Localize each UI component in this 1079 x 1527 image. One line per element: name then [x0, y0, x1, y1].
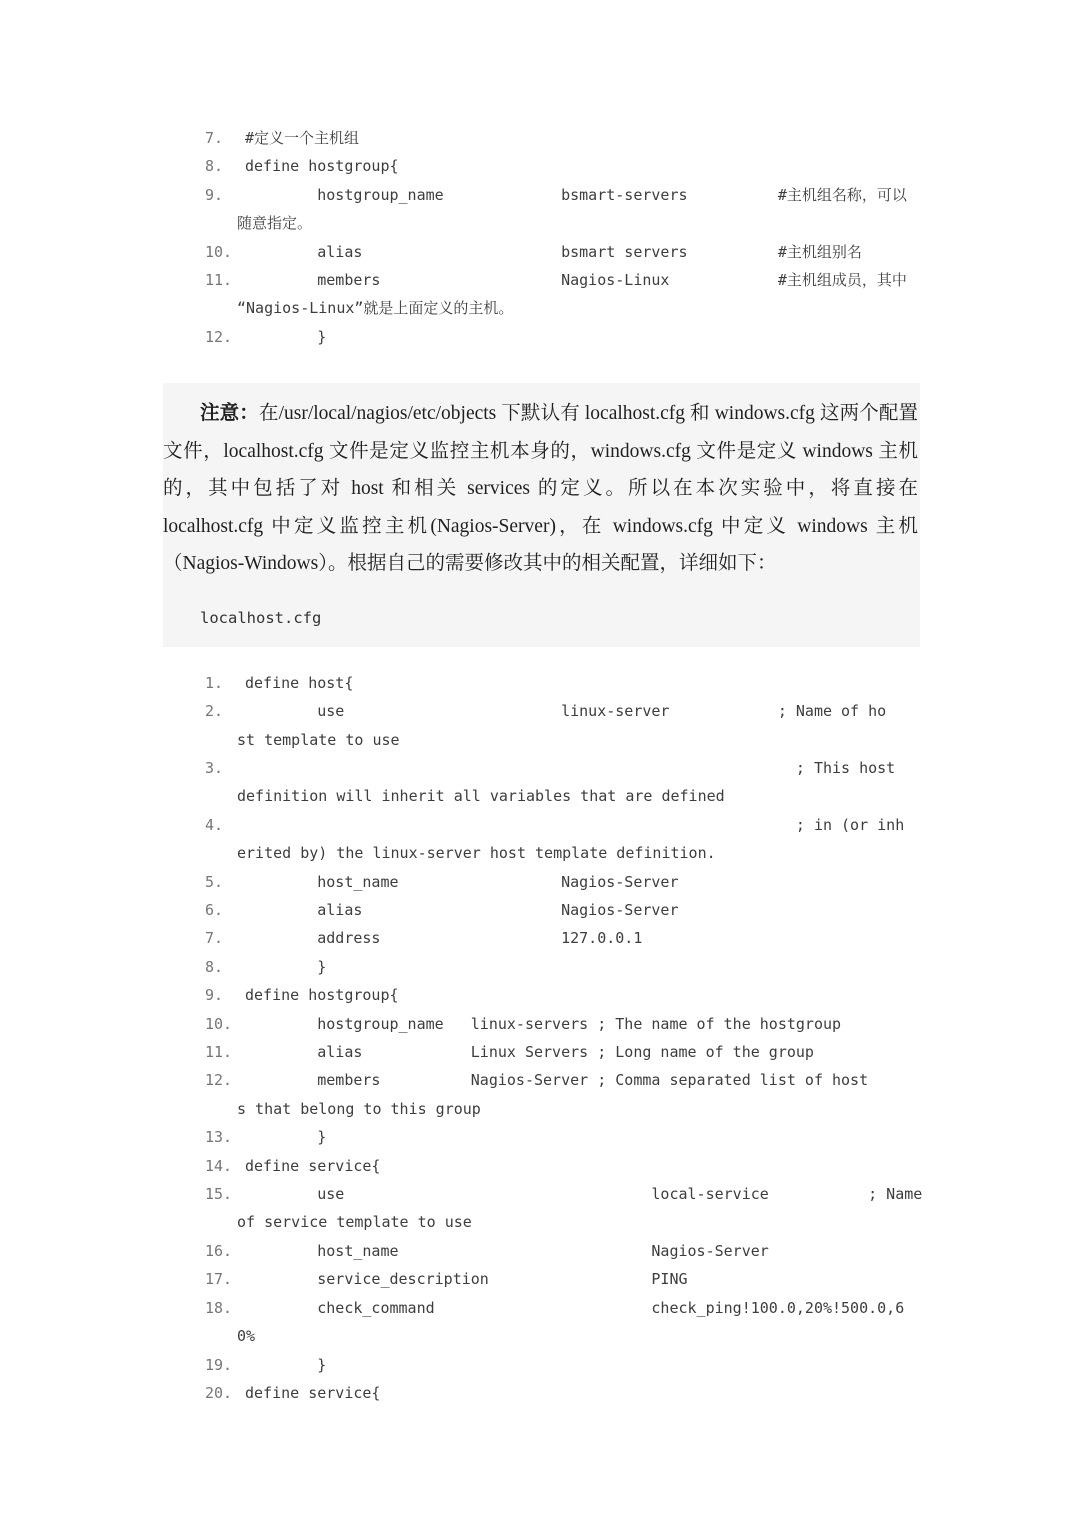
line-text: }: [245, 1355, 327, 1374]
line-text: “Nagios-Linux”就是上面定义的主机。: [237, 299, 514, 318]
line-text: define hostgroup{: [245, 157, 399, 176]
line-number: 7.: [205, 129, 224, 147]
line-number: 5.: [205, 872, 224, 891]
line-text: ; This host: [245, 758, 896, 777]
code-line: [205, 697, 1079, 725]
line-text: alias Linux Servers ; Long name of the group: [245, 1043, 814, 1062]
line-text: #定义一个主机组: [245, 129, 360, 147]
line-text: ; in (or inh: [245, 815, 905, 834]
line-number: 13.: [205, 1128, 233, 1147]
line-text: define service{: [245, 1156, 381, 1175]
line-text: define host{: [245, 673, 354, 692]
code-line: [205, 124, 1079, 152]
code-line: [205, 1010, 1079, 1038]
code-block-localhost-cfg: [205, 669, 1079, 1408]
line-number: 1.: [205, 673, 224, 692]
code-line: [205, 323, 1079, 351]
line-number: 8.: [205, 957, 224, 976]
line-number: 18.: [205, 1298, 233, 1317]
line-text: define service{: [245, 1383, 381, 1402]
line-number: 3.: [205, 758, 224, 777]
code-line: [205, 152, 1079, 180]
line-number: 17.: [205, 1270, 233, 1289]
line-text: of service template to use: [237, 1213, 472, 1232]
line-text: hostgroup_name linux-servers ; The name of the hostgroup: [245, 1014, 842, 1033]
line-number: 10.: [205, 242, 233, 261]
code-line: [205, 1038, 1079, 1066]
line-number: 11.: [205, 271, 233, 290]
line-text: hostgroup_name bsmart-servers #主机组名称，可以: [245, 185, 907, 204]
line-text: use linux-server ; Name of ho: [245, 702, 887, 721]
line-text: use local-service ; Name: [245, 1185, 923, 1204]
line-text: s that belong to this group: [237, 1099, 481, 1118]
line-number: 10.: [205, 1014, 233, 1033]
code-line: [205, 981, 1079, 1009]
line-text: host_name Nagios-Server: [245, 872, 679, 891]
line-text: }: [245, 1128, 327, 1147]
line-number: 9.: [205, 986, 224, 1005]
code-line: [205, 669, 1079, 697]
line-number: 16.: [205, 1241, 233, 1260]
code-line: [205, 1237, 1079, 1265]
code-line: [205, 1066, 1079, 1094]
code-line: [205, 1379, 1079, 1407]
line-number: 14.: [205, 1156, 233, 1175]
code-line: [205, 1123, 1079, 1151]
code-line: [205, 1095, 1079, 1123]
note-text: 在/usr/local/nagios/etc/objects 下默认有 localhost.cfg 和 windows.cfg 这两个配置文件，localhost.cfg 文件是定义监控主机本身的，windows.cfg 文件是定义 windows 主机的，其中包括了对 host 和相关 services 的定义。所以在本次实验中，将直接在 localhost.cfg 中定义监控主机(Nagios-Server)，在 windows.cfg 中定义 windows 主机（Nagios-Windows）。根据自己的需要修改其中的相关配置，详细如下：: [163, 403, 918, 575]
code-line: [205, 782, 1079, 810]
line-number: 19.: [205, 1355, 233, 1374]
line-text: members Nagios-Server ; Comma separated list of host: [245, 1071, 869, 1090]
line-text: host_name Nagios-Server: [245, 1241, 769, 1260]
code-line: [205, 1322, 1079, 1350]
line-number: 15.: [205, 1185, 233, 1204]
code-line: [205, 953, 1079, 981]
line-number: 12.: [205, 327, 233, 346]
line-text: definition will inherit all variables that are defined: [237, 787, 725, 806]
code-line: [205, 1180, 1079, 1208]
line-text: define hostgroup{: [245, 986, 399, 1005]
code-line: [205, 1265, 1079, 1293]
code-line: [205, 1152, 1079, 1180]
line-text: members Nagios-Linux #主机组成员，其中: [245, 271, 907, 290]
config-filename: localhost.cfg: [200, 608, 322, 627]
code-line: [205, 868, 1079, 896]
line-number: 8.: [205, 157, 224, 176]
code-block-hostgroup: [205, 0, 1079, 351]
line-text: check_command check_ping!100.0,20%!500.0,6: [245, 1298, 905, 1317]
line-text: }: [245, 957, 327, 976]
line-text: alias Nagios-Server: [245, 901, 679, 919]
line-text: service_description PING: [245, 1270, 688, 1289]
code-line: [205, 811, 1079, 839]
code-line: [205, 1208, 1079, 1236]
note-paragraph: [163, 395, 918, 583]
code-line: [205, 1351, 1079, 1379]
line-text: }: [245, 327, 327, 346]
note-label: 注意：: [200, 403, 259, 425]
code-line: [205, 754, 1079, 782]
line-number: 9.: [205, 185, 224, 204]
code-line: [205, 726, 1079, 754]
line-text: st template to use: [237, 730, 400, 749]
line-text: erited by) the linux-server host template definition.: [237, 844, 716, 863]
code-line: [205, 1294, 1079, 1322]
line-text: alias bsmart servers #主机组别名: [245, 242, 862, 261]
line-number: 11.: [205, 1043, 233, 1062]
line-number: 6.: [205, 901, 224, 919]
line-text: address 127.0.0.1: [245, 929, 643, 948]
line-text: 随意指定。: [237, 214, 313, 233]
code-line: [205, 266, 1079, 294]
code-line: [205, 238, 1079, 266]
code-line: [205, 294, 1079, 322]
line-number: 12.: [205, 1071, 233, 1090]
code-line: [205, 924, 1079, 952]
code-line: [205, 181, 1079, 209]
line-text: 0%: [237, 1327, 256, 1346]
line-number: 2.: [205, 702, 224, 721]
line-number: 7.: [205, 929, 224, 948]
line-number: 20.: [205, 1383, 233, 1402]
code-line: [205, 839, 1079, 867]
line-number: 4.: [205, 815, 224, 834]
code-line: [205, 209, 1079, 237]
note-section: [163, 383, 920, 647]
code-line: [205, 896, 1079, 924]
